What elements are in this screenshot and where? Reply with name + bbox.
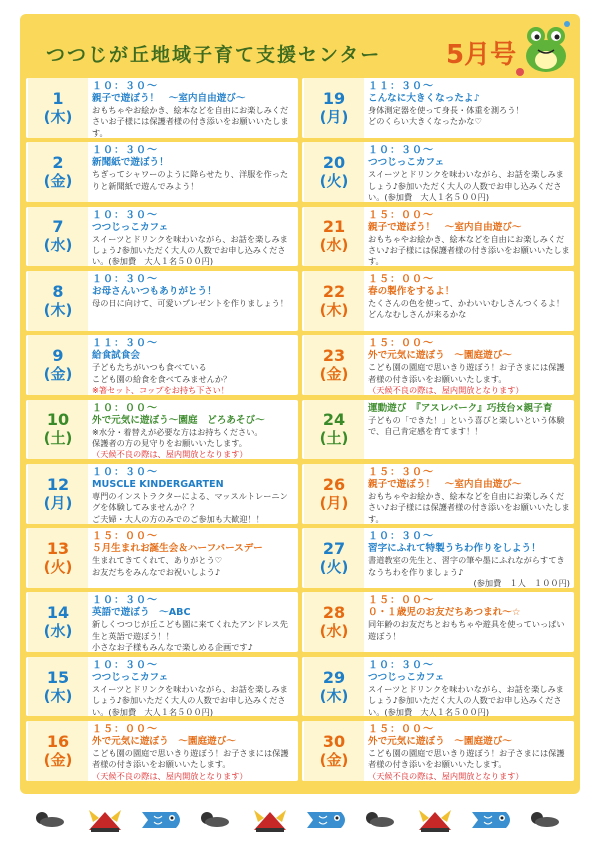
date-cell	[304, 400, 364, 460]
day-number: 23	[322, 346, 346, 366]
event-description: 小さなお子様もみんなで楽しめる企画です♪	[92, 642, 253, 653]
frog-icon	[512, 16, 574, 76]
event-content	[92, 660, 294, 718]
schedule-row	[26, 592, 298, 652]
schedule-sheet	[20, 14, 580, 794]
event-time: １０：３０～	[92, 466, 158, 478]
day-number: 1	[52, 88, 64, 108]
event-time: １０：３０～	[368, 145, 434, 157]
sun-cloud-icon	[366, 812, 394, 827]
event-title: 外で元気に遊ぼう ～園庭遊び～	[368, 350, 512, 362]
event-title: 春の製作をするよ！	[368, 285, 455, 297]
event-description: 子どもたちがいつも食べている	[92, 362, 207, 373]
event-title: 英語で遊ぼう ～ABC	[92, 607, 191, 619]
day-number: 27	[322, 538, 346, 558]
day-number: 14	[46, 603, 70, 623]
schedule-row	[26, 528, 298, 588]
day-number: 9	[52, 346, 64, 366]
event-title: つつじっこカフェ	[92, 221, 169, 233]
event-description: スイーツとドリンクを味わいながら、お話を楽しみましょう♪参加いただく大人の人数でお申し込みください。(参加費 大人１名５００円)	[368, 169, 564, 203]
footer-decor-strip	[20, 800, 580, 836]
date-cell	[28, 271, 88, 331]
event-time: １０：３０～	[92, 273, 158, 285]
day-of-week: (木)	[43, 107, 73, 126]
event-content	[368, 531, 570, 589]
day-number: 13	[46, 538, 70, 558]
day-of-week: (水)	[319, 236, 349, 255]
event-time: １５：００～	[368, 209, 434, 221]
event-description: たくさんの色を使って、かわいいむしさんつくるよ！どんなむしさんが来るかな	[368, 297, 565, 320]
day-of-week: (水)	[319, 622, 349, 641]
day-of-week: (金)	[319, 750, 349, 769]
day-number: 26	[322, 474, 346, 494]
event-description: 同年齢のお友だちとおもちゃや遊具を使っていっぱい遊ぼう！	[368, 619, 565, 641]
event-time: １０：３０～	[92, 209, 158, 221]
date-cell	[28, 207, 88, 267]
schedule-row	[26, 335, 298, 395]
date-cell	[28, 592, 88, 652]
event-content	[368, 210, 570, 268]
event-description: ※水分・着替えが必要な方はお持ちください。	[92, 426, 263, 437]
event-description: ちぎってシャワーのように降らせたり、洋服を作ったりと新聞紙で遊んでみよう！	[92, 169, 289, 191]
event-title: こんなに大きくなったよ♪	[368, 93, 480, 104]
event-fee: (参加費 １人 １００円)	[473, 577, 570, 588]
day-of-week: (金)	[319, 365, 349, 384]
schedule-row	[26, 78, 298, 138]
event-title: MUSCLE KINDERGARTEN	[92, 478, 224, 490]
schedule-row	[302, 464, 574, 524]
day-number: 19	[322, 88, 346, 108]
day-number: 16	[46, 731, 70, 751]
day-number: 8	[52, 281, 64, 301]
event-content	[368, 660, 570, 718]
event-description: こども園の園庭で思いきり遊ぼう！お子さまには保護者様の付き添いをお願いいたします。	[92, 748, 289, 770]
event-content	[368, 81, 570, 128]
event-content	[92, 595, 294, 653]
day-of-week: (木)	[319, 686, 349, 705]
schedule-row	[26, 464, 298, 524]
event-time: １５：００～	[92, 724, 158, 735]
schedule-row	[302, 271, 574, 331]
event-description: スイーツとドリンクを味わいながら、お話を楽しみましょう♪参加いただく大人の人数でお申し込みください。(参加費 大人１名５００円)	[368, 683, 564, 717]
day-number: 7	[52, 217, 64, 237]
day-of-week: (土)	[319, 429, 349, 448]
day-of-week: (土)	[43, 429, 73, 448]
event-content	[92, 403, 294, 461]
event-description: おもちゃやお絵かき、絵本などを自由にお楽しみください♪お子様には保護者様の付き添いをお願いいたします。	[368, 233, 570, 267]
event-description: おもちゃやお絵かき、絵本などを自由にお楽しみください♪お子様には保護者様の付き添いをお願いいたします。	[368, 490, 570, 524]
schedule-row	[302, 142, 574, 202]
schedule-row	[302, 592, 574, 652]
schedule-row	[302, 528, 574, 588]
date-cell	[304, 464, 364, 524]
day-of-week: (月)	[319, 107, 349, 126]
event-note: （天候不良の際は、屋内開放となります）	[368, 770, 524, 781]
event-title: お母さんいつもありがとう！	[92, 285, 217, 297]
event-content	[368, 274, 570, 321]
day-of-week: (木)	[319, 300, 349, 319]
event-title: 運動遊び 『アスレパーク』巧技台×親子育	[368, 402, 553, 414]
day-of-week: (金)	[43, 750, 73, 769]
day-of-week: (火)	[319, 557, 349, 576]
event-description: 専門のインストラクターによる、マッスルトレーニングを体験してみませんか？？	[92, 490, 288, 513]
event-content	[368, 595, 570, 642]
event-time: １０：００～	[92, 402, 158, 414]
schedule-row	[26, 400, 298, 460]
kabuto-icon	[89, 810, 121, 832]
month-label: 5月号	[446, 40, 517, 70]
day-of-week: (金)	[43, 172, 73, 191]
event-note: ※箸セット、コップをお持ち下さい！	[92, 385, 229, 395]
sun-cloud-icon	[531, 812, 559, 827]
event-time: １０：３０～	[92, 81, 158, 92]
event-time: １５：００～	[92, 531, 158, 543]
day-of-week: (水)	[43, 622, 73, 641]
day-number: 2	[52, 153, 64, 173]
date-cell	[28, 657, 88, 717]
event-content	[368, 145, 570, 203]
koinobori-icon	[472, 812, 510, 828]
schedule-row	[26, 207, 298, 267]
date-cell	[304, 528, 364, 588]
event-description: スイーツとドリンクを味わいながら、お話を楽しみましょう♪参加いただく大人の人数でお申し込みください。(参加費 大人１名５００円)	[92, 233, 288, 267]
event-time: １０：３０～	[368, 531, 434, 543]
schedule-row	[302, 657, 574, 717]
kabuto-icon	[254, 810, 286, 832]
schedule-row	[302, 78, 574, 138]
event-title: 習字にふれて特製うちわ作りをしよう！	[368, 543, 541, 555]
event-content	[92, 210, 294, 268]
event-title: ５月生まれお誕生会＆ハーフバースデー	[92, 543, 263, 555]
date-cell	[304, 721, 364, 781]
date-cell	[304, 335, 364, 395]
date-cell	[304, 271, 364, 331]
koinobori-icon	[307, 812, 345, 828]
schedule-row	[302, 207, 574, 267]
event-description: どのくらい大きくなったかな♡	[368, 116, 482, 127]
event-content	[368, 338, 570, 396]
schedule-row	[26, 271, 298, 331]
date-cell	[28, 142, 88, 202]
event-title: ０・１歳児のお友だちあつまれ～☆	[368, 607, 521, 619]
event-title: 給食試食会	[92, 350, 140, 362]
day-of-week: (火)	[43, 557, 73, 576]
day-of-week: (火)	[319, 172, 349, 191]
schedule-row	[26, 721, 298, 781]
event-time: １０：３０～	[92, 145, 158, 157]
schedule-row	[302, 335, 574, 395]
day-of-week: (金)	[43, 365, 73, 384]
event-description: スイーツとドリンクを味わいながら、お話を楽しみましょう♪参加いただく大人の人数でお申し込みください。(参加費 大人１名５００円)	[92, 683, 288, 717]
day-number: 30	[322, 731, 346, 751]
event-description: こども園の園庭で思いきり遊ぼう！お子さまには保護者様の付き添いをお願いいたします。	[368, 362, 565, 384]
day-of-week: (月)	[43, 493, 73, 512]
event-content	[92, 338, 294, 396]
event-time: １５：３０～	[368, 466, 434, 478]
day-of-week: (木)	[43, 300, 73, 319]
event-content	[368, 467, 570, 525]
event-time: １１：３０～	[368, 81, 434, 92]
day-number: 20	[322, 153, 346, 173]
event-description: 生まれてきてくれて、ありがとう♡	[92, 555, 222, 566]
event-content	[92, 274, 294, 309]
event-content	[92, 724, 294, 782]
event-description: 子どもの「できた！」という喜びと楽しいという体験で、自己肯定感を育てます！！	[368, 414, 565, 436]
event-description: おもちゃやお絵かき、絵本などを自由にお楽しみくださいお子様には保護者様の付き添いをお願いいたします。	[92, 105, 289, 138]
day-of-week: (月)	[319, 493, 349, 512]
event-title: 外で元気に遊ぼう ～園庭遊び～	[368, 736, 512, 747]
schedule-row	[26, 657, 298, 717]
event-content	[92, 145, 294, 192]
date-cell	[304, 78, 364, 138]
day-of-week: (木)	[43, 686, 73, 705]
event-time: １５：００～	[368, 338, 434, 350]
date-cell	[28, 78, 88, 138]
event-time: １５：００～	[368, 273, 434, 285]
day-number: 21	[322, 217, 346, 237]
day-number: 10	[46, 410, 70, 430]
event-title: 親子で遊ぼう！ ～室内自由遊び～	[368, 221, 522, 233]
event-time: １０：３０～	[92, 659, 158, 671]
date-cell	[28, 528, 88, 588]
day-number: 24	[322, 410, 346, 430]
event-description: お友だちをみんなでお祝いしよう♪	[92, 566, 221, 577]
event-content	[368, 724, 570, 782]
event-note: （天候不良の際は、屋内開放となります）	[92, 770, 248, 781]
event-time: １５：００～	[368, 595, 434, 607]
event-note: （天候不良の際は、屋内開放となります）	[368, 385, 524, 395]
header	[20, 14, 580, 80]
date-cell	[304, 657, 364, 717]
event-description: こども園の園庭で思いきり遊ぼう！お子さまには保護者様の付き添いをお願いいたします。	[368, 748, 565, 770]
event-title: 外で元気に遊ぼう～園庭 どろあそび～	[92, 414, 265, 426]
event-content	[92, 81, 294, 139]
event-note: （天候不良の際は、屋内開放となります）	[92, 449, 248, 460]
event-title: つつじっこカフェ	[92, 671, 169, 683]
event-time: １０：３０～	[368, 659, 434, 671]
page-title: つつじが丘地域子育て支援センター	[46, 44, 382, 66]
event-title: つつじっこカフェ	[368, 157, 445, 169]
event-title: つつじっこカフェ	[368, 671, 445, 683]
date-cell	[28, 335, 88, 395]
sun-cloud-icon	[36, 812, 64, 827]
date-cell	[28, 464, 88, 524]
event-time: １５：００～	[368, 724, 434, 735]
event-time: １１：３０～	[92, 338, 158, 350]
date-cell	[28, 721, 88, 781]
date-cell	[304, 207, 364, 267]
event-description: 身体測定器を使って身長・体重を測ろう！	[368, 105, 524, 115]
sun-cloud-icon	[201, 812, 229, 827]
schedule-row	[26, 142, 298, 202]
schedule-row	[302, 721, 574, 781]
event-description: 保護者の方の見守りをお願いいたします。	[92, 437, 247, 448]
event-time: １０：３０～	[92, 595, 158, 607]
day-number: 29	[322, 667, 346, 687]
event-description: 新しくつつじが丘こども園に来てくれたアンドレス先生と英語で遊ぼう！！	[92, 619, 288, 641]
day-of-week: (水)	[43, 236, 73, 255]
date-cell	[28, 400, 88, 460]
kabuto-icon	[419, 810, 451, 832]
day-number: 15	[46, 667, 70, 687]
day-number: 22	[322, 281, 346, 301]
koinobori-icon	[142, 812, 180, 828]
event-description: 書道教室の先生と、習字の筆や墨にふれながらすてきなうちわを作りましょう♪	[368, 555, 565, 577]
event-content	[368, 403, 570, 438]
day-number: 28	[322, 603, 346, 623]
event-title: 親子で遊ぼう！ ～室内自由遊び～	[92, 93, 246, 104]
event-description: こども園の給食を食べてみませんか？	[92, 373, 232, 384]
event-description: ご夫婦・大人の方のみでのご参加も大歓迎！！	[92, 513, 264, 524]
date-cell	[304, 592, 364, 652]
event-content	[92, 531, 294, 578]
event-title: 親子で遊ぼう！ ～室内自由遊び～	[368, 478, 522, 490]
schedule-row	[302, 400, 574, 460]
event-content	[92, 467, 294, 525]
day-number: 12	[46, 474, 70, 494]
footer-decoration	[20, 800, 580, 836]
date-cell	[304, 142, 364, 202]
event-title: 外で元気に遊ぼう ～園庭遊び～	[92, 736, 236, 747]
event-description: 母の日に向けて、可愛いプレゼントを作りましょう！	[92, 297, 289, 308]
event-title: 新聞紙で遊ぼう！	[92, 157, 169, 169]
